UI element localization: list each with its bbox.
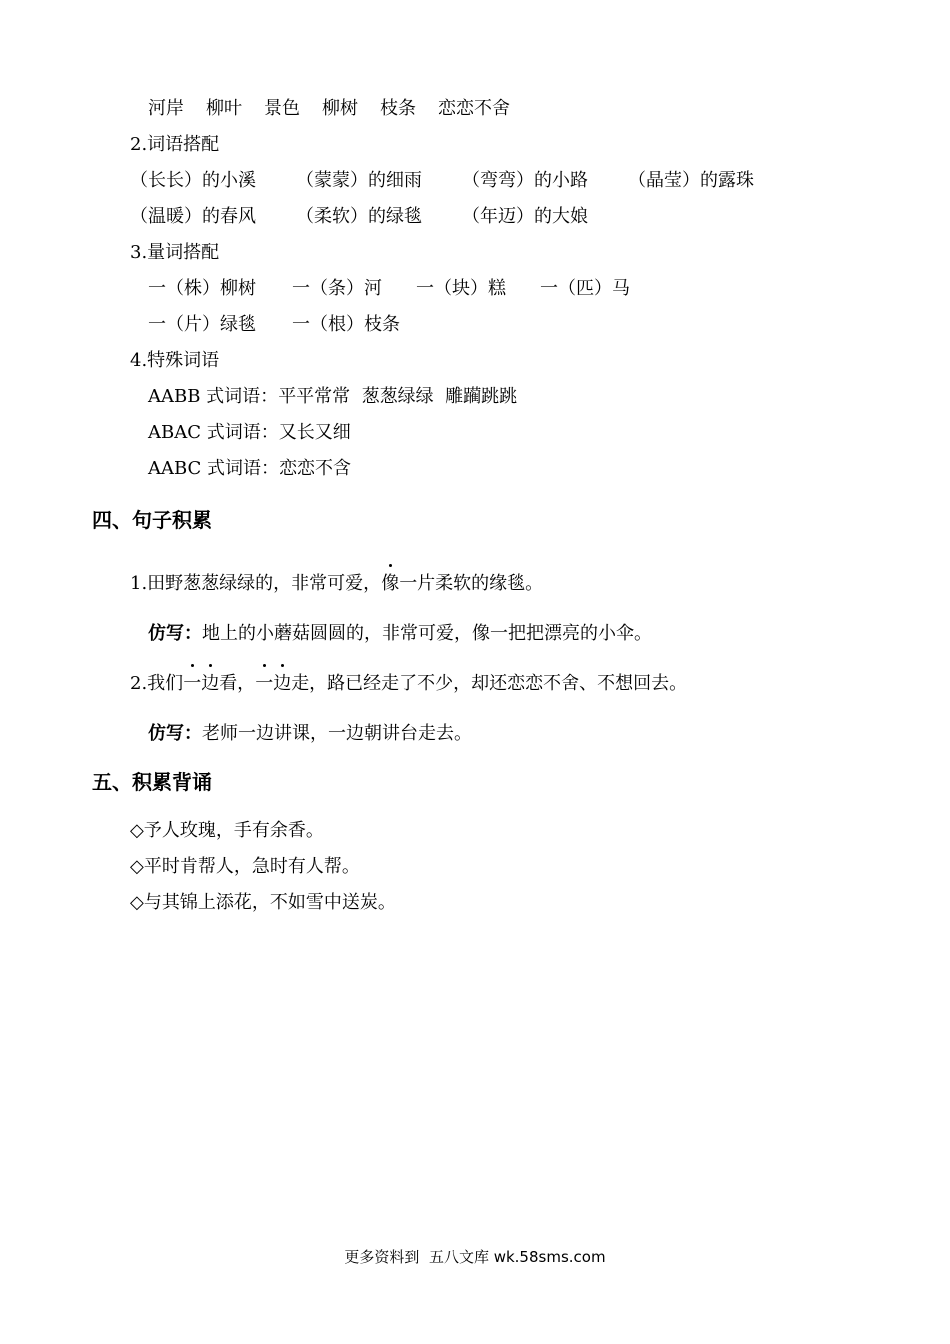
measure-word: 一（块）糕 — [416, 278, 506, 299]
word: 柳树 — [322, 98, 358, 119]
collocation: （柔软）的绿毯 — [296, 206, 422, 227]
collocation-row — [130, 172, 754, 190]
recitation-item: ◇与其锦上添花，不如雪中送炭。 — [130, 892, 396, 913]
collocation: （温暖）的春风 — [130, 206, 256, 227]
sentence-text: 一片柔软的缘毯。 — [399, 573, 544, 594]
special-words: 平平常常 葱葱绿绿 雕躏跳跳 — [278, 386, 518, 407]
imitation-1 — [148, 625, 652, 643]
emphasis-word: 像 — [381, 573, 400, 594]
imitation-label: 仿写： — [148, 623, 202, 644]
word-list — [148, 100, 510, 118]
sentence-text: 走，路已经走了不少，却还恋恋不舍、不想回去。 — [291, 673, 688, 694]
measure-word: 一（匹）马 — [540, 278, 630, 299]
special-row — [148, 388, 517, 406]
sentence-text: 看， — [219, 673, 256, 694]
collocation: （晶莹）的露珠 — [628, 170, 754, 191]
special-title: 4.特殊词语 — [130, 350, 220, 371]
recitation-item: ◇予人玫瑰，手有余香。 — [130, 820, 324, 841]
collocation-row — [130, 208, 588, 226]
collocation: （蒙蒙）的细雨 — [296, 170, 422, 191]
measure-word: 一（片）绿毯 — [148, 314, 256, 335]
measure-title: 3.量词搭配 — [130, 242, 220, 263]
measure-word: 一（根）枝条 — [292, 314, 400, 335]
sentence-2 — [130, 675, 687, 693]
measure-word: 一（株）柳树 — [148, 278, 256, 299]
word: 恋恋不舍 — [438, 98, 510, 119]
collocation: （弯弯）的小路 — [462, 170, 588, 191]
recitation-item: ◇平时肯帮人，急时有人帮。 — [130, 856, 360, 877]
measure-word: 一（条）河 — [292, 278, 382, 299]
emphasis-char: 边 — [273, 673, 292, 694]
sentence-text: 2.我们 — [130, 673, 184, 694]
imitation-label: 仿写： — [148, 723, 202, 744]
special-row — [148, 460, 351, 478]
special-words: 恋恋不含 — [279, 458, 352, 479]
measure-row — [148, 280, 630, 298]
section-heading: 五、积累背诵 — [92, 770, 212, 794]
emphasis-char: 一 — [183, 673, 202, 694]
word: 枝条 — [380, 98, 416, 119]
word: 景色 — [264, 98, 300, 119]
word: 河岸 — [148, 98, 184, 119]
special-label: AABC 式词语： — [148, 458, 280, 479]
imitation-text: 老师一边讲课，一边朝讲台走去。 — [202, 723, 472, 744]
imitation-2 — [148, 725, 472, 743]
special-row — [148, 424, 351, 442]
sentence-1 — [130, 575, 543, 593]
imitation-text: 地上的小蘑菇圆圆的，非常可爱，像一把把漂亮的小伞。 — [202, 623, 652, 644]
collocation: （年迈）的大娘 — [462, 206, 588, 227]
collocation-title: 2.词语搭配 — [130, 134, 220, 155]
sentence-text: 1.田野葱葱绿绿的，非常可爱， — [130, 573, 382, 594]
section-heading: 四、句子积累 — [92, 508, 212, 532]
emphasis-word — [183, 673, 219, 694]
emphasis-char: 一 — [255, 673, 274, 694]
collocation: （长长）的小溪 — [130, 170, 256, 191]
word: 柳叶 — [206, 98, 242, 119]
special-label: ABAC 式词语： — [148, 422, 279, 443]
footer-text: 更多资料到 五八文库 wk.58sms.com — [344, 1248, 606, 1266]
measure-row — [148, 316, 400, 334]
special-words: 又长又细 — [278, 422, 351, 443]
emphasis-word — [255, 673, 291, 694]
special-label: AABB 式词语： — [148, 386, 279, 407]
emphasis-char: 边 — [201, 673, 220, 694]
